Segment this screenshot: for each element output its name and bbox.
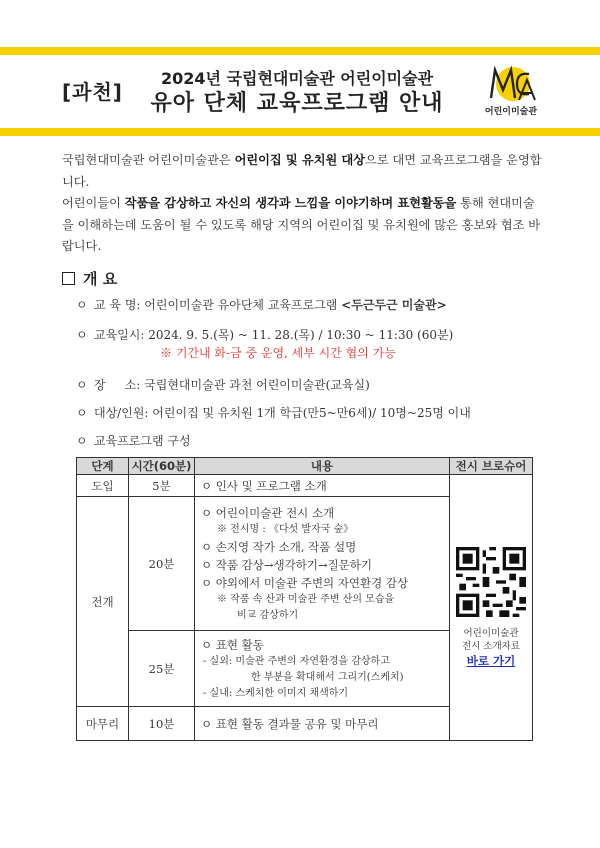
header-top-bar — [0, 47, 600, 55]
content-cell — [195, 631, 450, 707]
intro-p1-c: 으로 대면 교육프로그램을 운영합니다. — [62, 153, 542, 189]
location-tag: [과천] — [62, 80, 123, 104]
qr-code-icon[interactable] — [456, 547, 526, 617]
brochure-line1: 어린이미술관 — [463, 627, 519, 639]
item-label: 장 소: — [94, 378, 141, 392]
bullet-icon: ㅇ — [76, 406, 88, 420]
item-label: 대상/인원: — [94, 406, 149, 420]
stage-cell: 마무리 — [77, 707, 129, 741]
overview-item-place — [76, 376, 370, 393]
overview-item-target — [76, 404, 471, 421]
item-value: 국립현대미술관 과천 어린이미술관(교육실) — [144, 378, 370, 392]
content-cell: ㅇ 인사 및 프로그램 소개 — [195, 475, 450, 497]
content-note: 비교 감상하기 — [237, 609, 299, 621]
bullet-icon: ㅇ — [76, 298, 88, 312]
overview-item-structure — [76, 432, 191, 449]
stage-cell: 전개 — [77, 497, 129, 707]
stage-cell: 도입 — [77, 475, 129, 497]
bullet-icon: ㅇ — [76, 378, 88, 392]
brochure-link[interactable]: 바로 가기 — [466, 653, 516, 668]
item-label: 교육일시: — [94, 328, 145, 342]
item-value: 어린이미술관 유아단체 교육프로그램 — [144, 298, 342, 312]
logo-label: 어린이미술관 — [484, 107, 538, 117]
table-row — [77, 475, 533, 497]
program-name: <두근두근 미술관> — [341, 298, 447, 312]
content-note: 한 부분을 확대해서 그리기(스케치) — [251, 671, 404, 683]
brochure-line2: 전시 소개자료 — [461, 640, 521, 652]
time-cell: 5분 — [129, 475, 195, 497]
intro-p1-b: 어린이집 및 유치원 대상 — [234, 153, 366, 167]
overview-item-program — [76, 296, 447, 313]
checkbox-square-icon — [62, 272, 75, 285]
header-time: 시간(60분) — [129, 458, 195, 475]
time-cell: 25분 — [129, 631, 195, 707]
intro-p1-a: 국립현대미술관 어린이미술관은 — [62, 153, 235, 167]
brochure-cell — [450, 475, 533, 741]
time-cell: 10분 — [129, 707, 195, 741]
overview-item-date — [76, 326, 453, 343]
bullet-icon: ㅇ — [76, 328, 88, 342]
intro-p2-c: 통해 현대미술을 이해하는데 도움이 될 수 있도록 해당 지역의 어린이집 및 유치원에 많은 홍보와 협조 바랍니다. — [62, 196, 541, 253]
content-note: ※ 작품 속 산과 미술관 주변 산의 모습을 — [217, 593, 395, 605]
content-note: - 실외: 미술관 주변의 자연환경을 감상하고 — [203, 655, 390, 667]
program-table — [76, 457, 533, 741]
time-cell: 20분 — [129, 497, 195, 631]
content-note: ※ 전시명 : 《다섯 발자국 숲》 — [217, 523, 354, 535]
header-bottom-bar — [0, 128, 600, 136]
section-heading — [62, 268, 117, 289]
content-note: - 실내: 스케치한 이미지 채색하기 — [203, 687, 349, 699]
content-cell: ㅇ 표현 활동 결과물 공유 및 마무리 — [195, 707, 450, 741]
intro-p2-b: 작품을 감상하고 자신의 생각과 느낌을 이야기하며 표현활동을 — [124, 196, 457, 210]
table-header-row — [77, 458, 533, 475]
content-line: ㅇ 표현 활동 — [201, 637, 264, 652]
intro-p2-a: 어린이들이 — [62, 196, 125, 210]
item-value: 어린이집 및 유치원 1개 학급(만5~만6세)/ 10명~25명 이내 — [152, 406, 471, 420]
intro-text — [62, 150, 542, 258]
header-brochure: 전시 브로슈어 — [450, 458, 533, 475]
content-line: ㅇ 작품 감상→생각하기→질문하기 — [201, 557, 372, 572]
content-line: ㅇ 손지영 작가 소개, 작품 설명 — [201, 539, 357, 554]
item-value: 2024. 9. 5.(목) ~ 11. 28.(목) / 10:30 ~ 11:30 (60분) — [148, 328, 454, 342]
bullet-icon: ㅇ — [76, 434, 88, 448]
item-label: 교 육 명: — [94, 298, 141, 312]
header-content: 내용 — [195, 458, 450, 475]
header-stage: 단계 — [77, 458, 129, 475]
item-label: 교육프로그램 구성 — [94, 434, 191, 448]
content-line: ㅇ 어린이미술관 전시 소개 — [201, 505, 335, 520]
content-cell — [195, 497, 450, 631]
section-heading-text: 개 요 — [83, 270, 118, 288]
page-title: 유아 단체 교육프로그램 안내 — [150, 91, 444, 116]
title-line1: 2024년 국립현대미술관 어린이미술관 — [160, 69, 434, 88]
schedule-note: ※ 기간내 화-금 중 운영, 세부 시간 협의 가능 — [160, 346, 396, 360]
content-line: ㅇ 야외에서 미술관 주변의 자연환경 감상 — [201, 575, 409, 590]
